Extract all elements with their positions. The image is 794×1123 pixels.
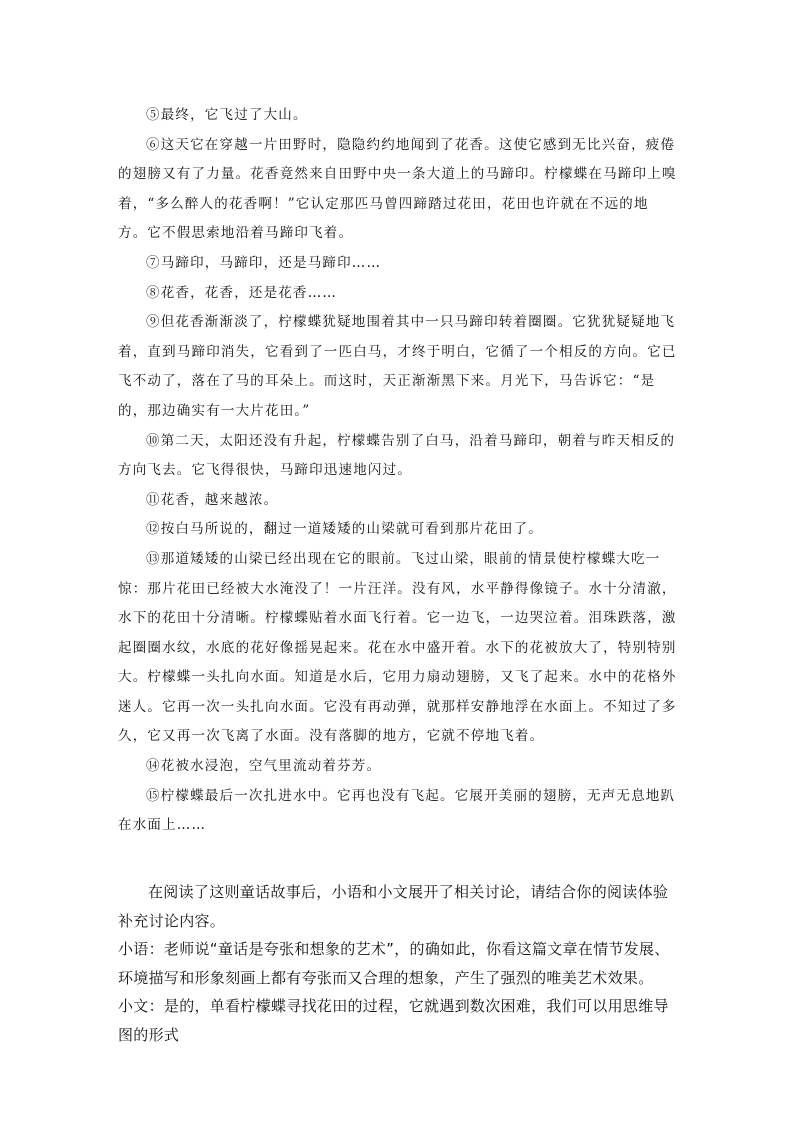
story-paragraph-5: ⑤最终，它飞过了大山。	[146, 107, 308, 123]
xiaoyu-comment: 小语：老师说“童话是夸张和想象的艺术”，的确如此，你看这篇文章在情节发展、环境描写和形象刻画上都有夸张而又合理的想象，产生了强烈的唯美艺术效果。	[118, 940, 670, 987]
story-paragraph-7: ⑦马蹄印，马蹄印，还是马蹄印……	[146, 254, 382, 271]
story-paragraph-6: ⑥这天它在穿越一片田野时，隐隐约约地闻到了花香。这使它感到无比兴奋，疲倦的翅膀又有了力量。花香竟然来自田野中央一条大道上的马蹄印。柠檬蝶在马蹄印上嗅着，“多么醉人的花香啊！”它认定那匹马曾四蹄踏过花田，花田也许就在不远的地方。它不假思索地沿着马蹄印飞着。	[118, 136, 677, 242]
story-paragraph-13: ⑬那道矮矮的山梁已经出现在它的眼前。飞过山梁，眼前的情景使柠檬蝶大吃一惊：那片花田已经被大水淹没了！一片汪洋。没有风，水平静得像镜子。水十分清澈，水下的花田十分清晰。柠檬蝶贴着水面飞行着。它一边飞，一边哭泣着。泪珠跌落，激起圈圈水纹，水底的花好像摇晃起来。花在水中盛开着。水下的花被放大了，特别特别大。柠檬蝶一头扎向水面。知道是水后，它用力扇动翅膀，又飞了起来。水中的花格外迷人。它再一次一头扎向水面。它没有再动弹，就那样安静地浮在水面上。不知过了多久，它又再一次飞离了水面。没有落脚的地方，它就不停地飞着。	[118, 550, 677, 745]
story-paragraph-14: ⑭花被水浸泡，空气里流动着芬芳。	[146, 758, 382, 775]
story-text	[118, 101, 678, 841]
xiaowen-comment: 小文：是的，单看柠檬蝶寻找花田的过程，它就遇到数次困难，我们可以用思维导图的形式	[118, 997, 669, 1044]
story-paragraph-8: ⑧花香，花香，还是花香……	[146, 284, 338, 301]
story-paragraph-12: ⑫按白马所说的，翻过一道矮矮的山梁就可看到那片花田了。	[146, 521, 543, 538]
story-paragraph-9: ⑨但花香渐渐淡了，柠檬蝶犹疑地围着其中一只马蹄印转着圈圈。它犹犹疑疑地飞着，直到马蹄印消失，它看到了一匹白马，才终于明白，它循了一个相反的方向。它已飞不动了，落在了马的耳朵上。而这时，天正渐渐黑下来。月光下，马告诉它：“是的，那边确实有一大片花田。”	[118, 314, 677, 419]
discussion-section	[118, 878, 680, 1049]
story-paragraph-15: ⑮柠檬蝶最后一次扎进水中。它再也没有飞起。它展开美丽的翅膀，无声无息地趴在水面上……	[118, 787, 676, 834]
story-paragraph-10: ⑩第二天，太阳还没有升起，柠檬蝶告别了白马，沿着马蹄印，朝着与昨天相反的方向飞去。它飞得很快，马蹄印迅速地闪过。	[118, 432, 676, 479]
story-paragraph-11: ⑪花香，越来越浓。	[146, 491, 279, 508]
discussion-intro: 在阅读了这则童话故事后，小语和小文展开了相关讨论，请结合你的阅读体验补充讨论内容。	[118, 883, 669, 930]
